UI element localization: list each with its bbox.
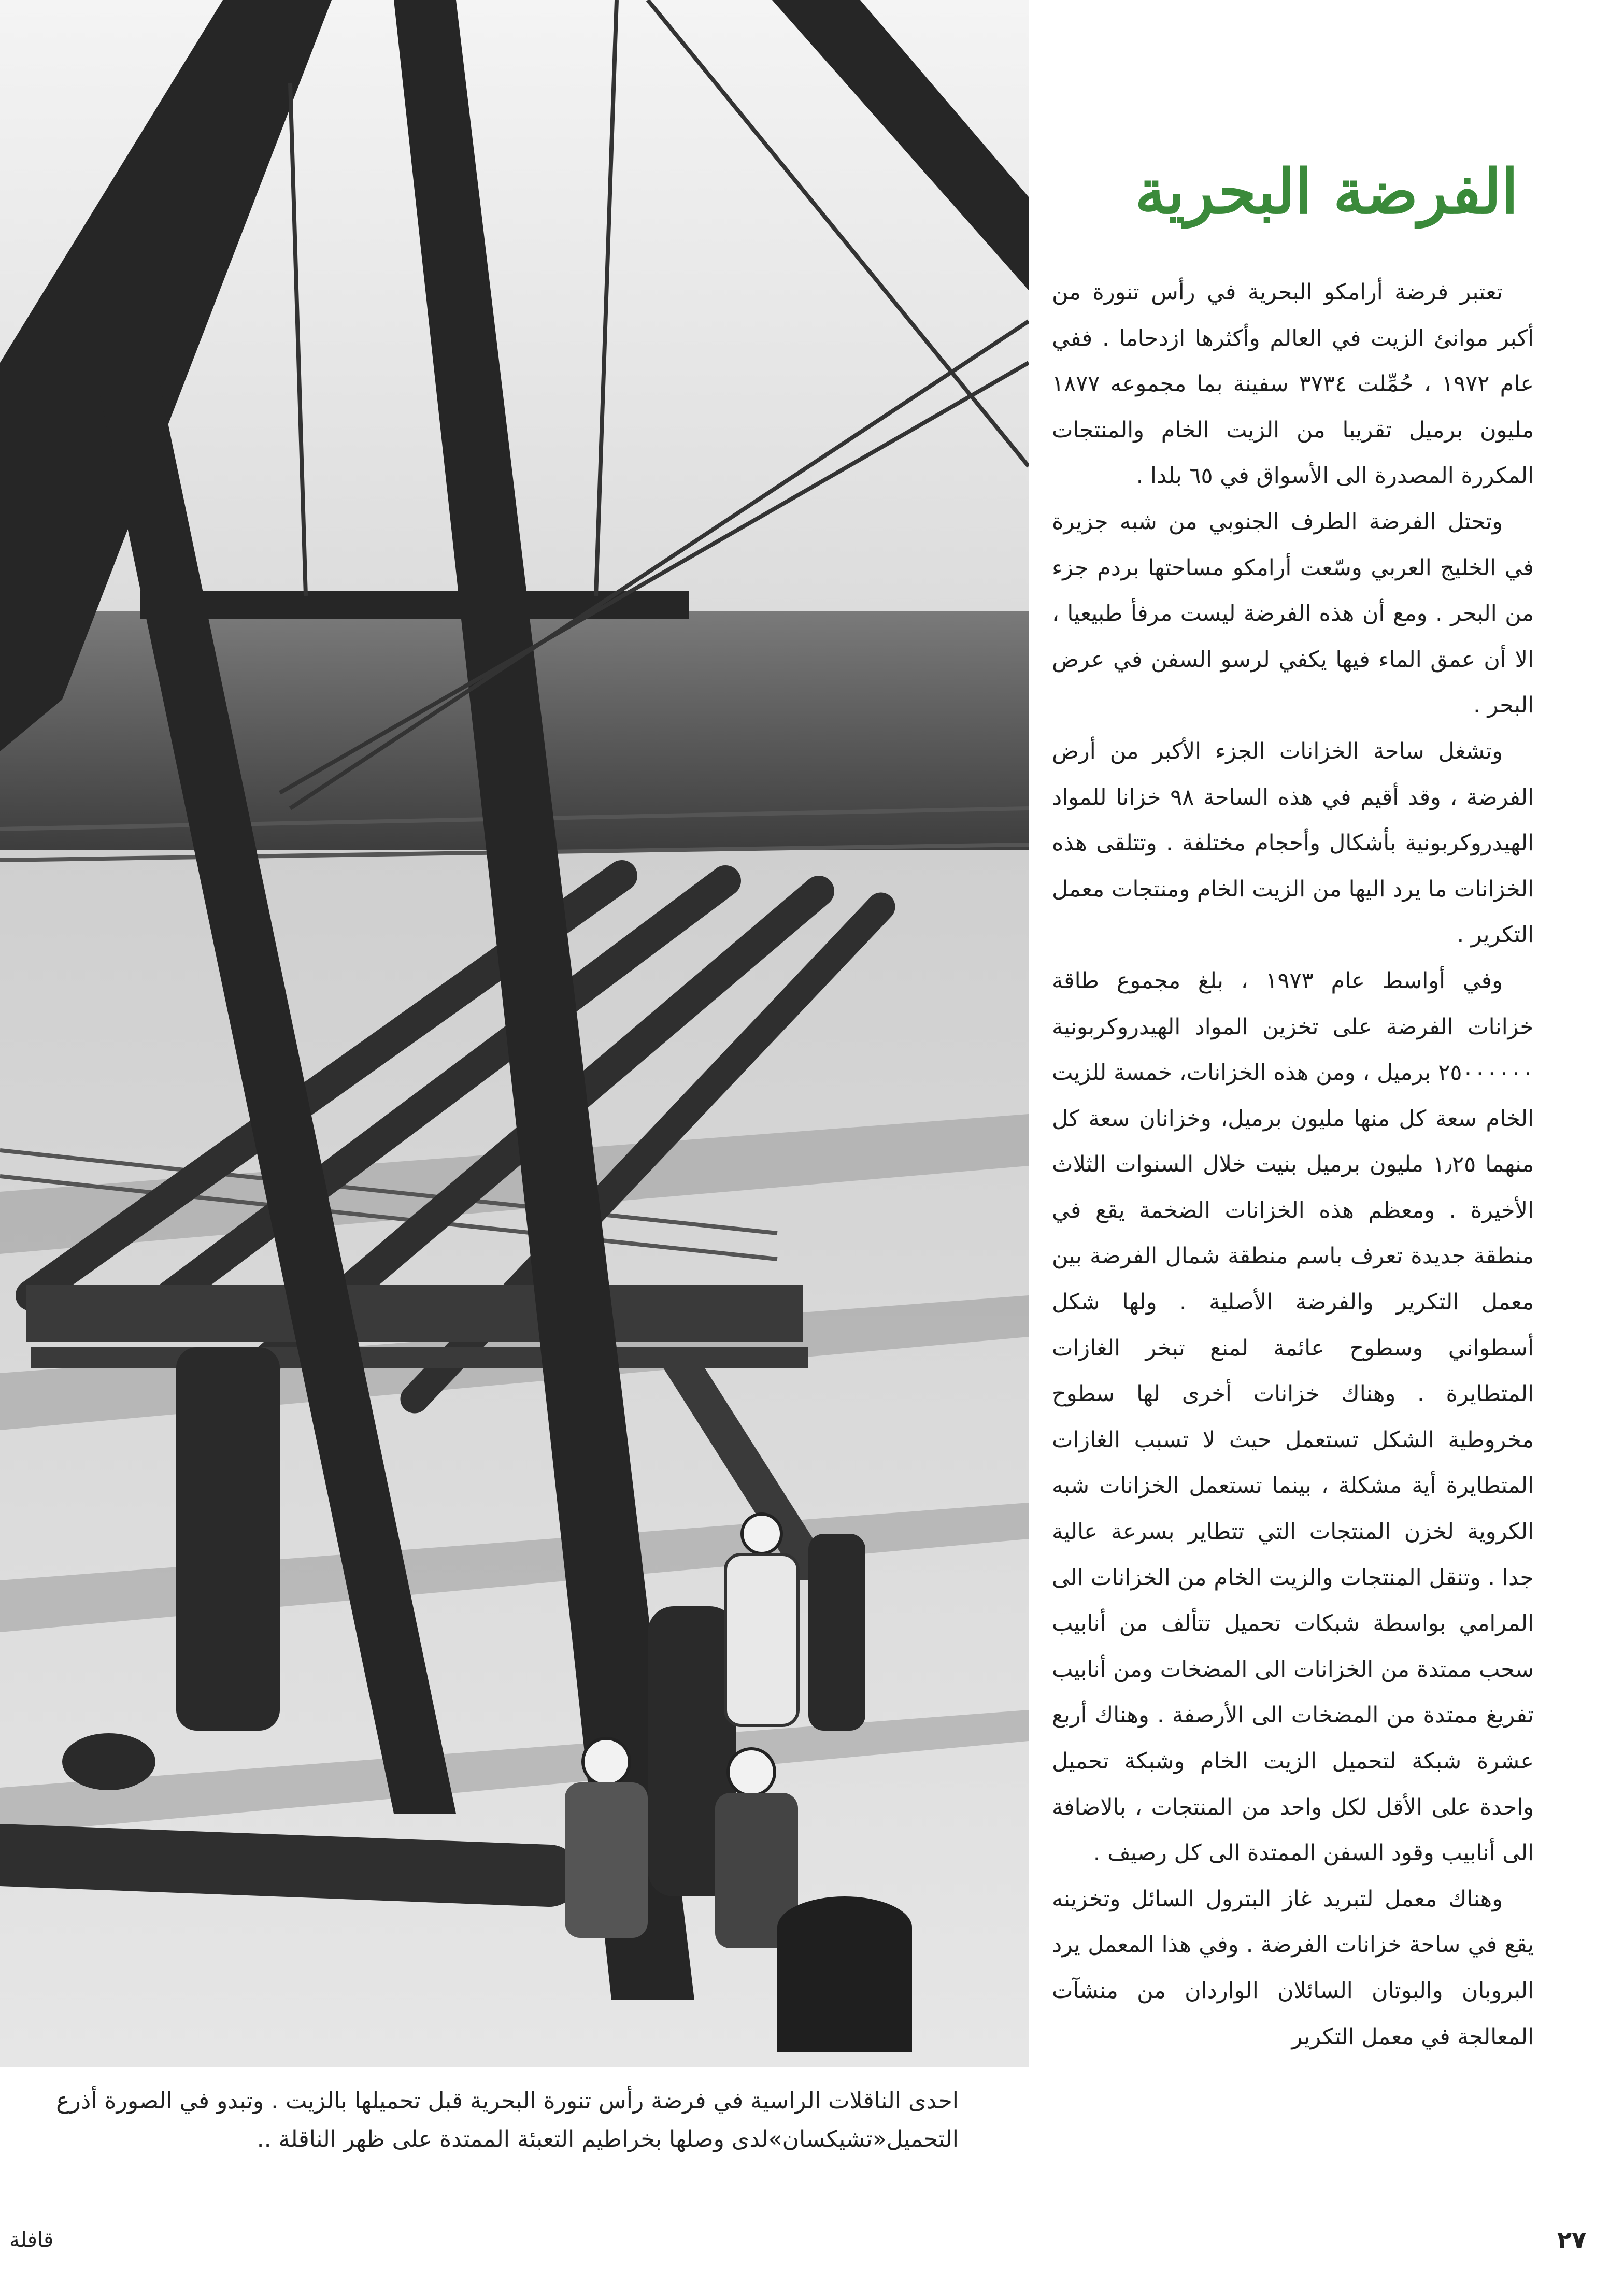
article-paragraph-5: وهناك معمل لتبريد غاز البترول السائل وتخزينه يقع في ساحة خزانات الفرضة . وفي هذا المعمل يرد البروبان والبوتان السائلان الواردان من منشآت المعالجة في معمل التكرير — [1052, 1886, 1534, 2050]
page-number: ٢٧ — [1557, 2226, 1587, 2254]
article-paragraph-2: وتحتل الفرضة الطرف الجنوبي من شبه جزيرة في الخليج العربي وسّعت أرامكو مساحتها بردم جزء من البحر . ومع أن هذه الفرضة ليست مرفأ طبيعيا ، الا أن عمق الماء فيها يكفي لرسو السفن في عرض البحر . — [1052, 508, 1534, 719]
article-paragraph-3: وتشغل ساحة الخزانات الجزء الأكبر من أرض الفرضة ، وقد أقيم في هذه الساحة ٩٨ خزانا للمواد الهيدروكربونية بأشكال وأحجام مختلفة . وتتلقى هذه الخزانات ما يرد اليها من الزيت الخام ومنتجات معمل التكرير . — [1052, 738, 1534, 948]
photo-caption-line-1: احدى الناقلات الراسية في فرضة رأس تنورة البحرية قبل تحميلها بالزيت . وتبدو في الصورة أذرع — [56, 2088, 959, 2114]
article-title: الفرضة البحرية — [1135, 155, 1518, 227]
article-paragraph-4: وفي أواسط عام ١٩٧٣ ، بلغ مجموع طاقة خزانات الفرضة على تخزين المواد الهيدروكربونية ٢٥٠٠٠٠٠٠ برميل ، ومن هذه الخزانات، خمسة للزيت الخام سعة كل منها مليون برميل، وخزانان سعة كل منهما ١٫٢٥ مليون برميل بنيت خلال السنوات الثلاث الأخيرة . ومعظم هذه الخزانات الضخمة يقع في منطقة جديدة تعرف باسم منطقة شمال الفرضة بين معمل التكرير والفرضة الأصلية . ولها شكل أسطواني وسطوح عائمة لمنع تبخر الغازات المتطايرة . وهناك خزانات أخرى لها سطوح مخروطية الشكل تستعمل حيث لا تسبب الغازات المتطايرة أية مشكلة ، بينما تستعمل الخزانات شبه الكروية لخزن المنتجات التي تتطاير بسرعة عالية جدا . وتنقل المنتجات والزيت الخام من الخزانات الى المرامي بواسطة شبكات تحميل تتألف من أنابيب سحب ممتدة من الخزانات الى المضخات ومن أنابيب تفريغ ممتدة من المضخات الى الأرصفة . وهناك أربع عشرة شبكة لتحميل الزيت الخام وشبكة تحميل واحدة على الأقل لكل واحد من المنتجات ، بالاضافة الى أنابيب وقود السفن الممتدة الى كل رصيف . — [1052, 967, 1534, 1866]
article-paragraph-1: تعتبر فرضة أرامكو البحرية في رأس تنورة من أكبر موانئ الزيت في العالم وأكثرها ازدحاما . ففي عام ١٩٧٢ ، حُمِّلت ٣٧٣٤ سفينة بما مجموعه ١٨٧٧ مليون برميل تقريبا من الزيت الخام والمنتجات المكررة المصدرة الى الأسواق في ٦٥ بلدا . — [1052, 279, 1534, 489]
article-body — [1052, 269, 1534, 2060]
photo-caption — [31, 2082, 959, 2159]
photo-caption-line-2: التحميل«تشيكسان»لدى وصلها بخراطيم التعبئة الممتدة على ظهر الناقلة .. — [257, 2126, 959, 2152]
magazine-name: قافلة — [9, 2228, 54, 2252]
